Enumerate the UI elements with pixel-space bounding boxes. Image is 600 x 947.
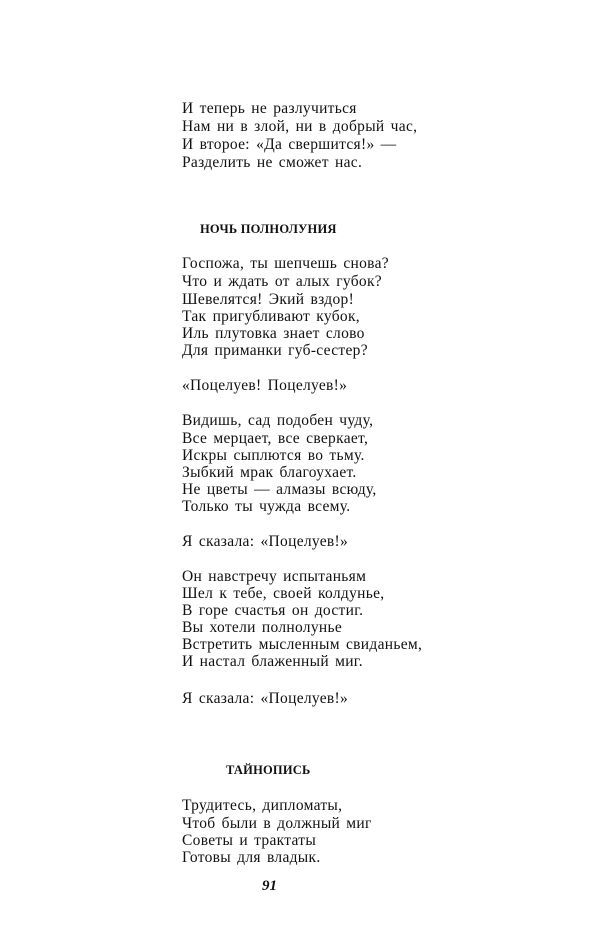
verse-line: Трудитесь, дипломаты, [182, 797, 343, 814]
verse-refrain: «Поцелуев! Поцелуев!» [182, 377, 348, 394]
verse-line: Только ты чужда всему. [182, 498, 351, 515]
verse-line: Все мерцает, все сверкает, [182, 430, 369, 447]
verse-line: Не цветы — алмазы всюду, [182, 481, 377, 498]
verse-line: Для приманки губ-сестер? [182, 342, 368, 359]
page-number: 91 [262, 878, 277, 894]
verse-line: Что и ждать от алых губок? [182, 273, 382, 290]
verse-line: В горе счастья он достиг. [182, 602, 364, 619]
verse-line: Иль плутовка знает слово [182, 325, 365, 342]
verse-line: Видишь, сад подобен чуду, [182, 412, 374, 429]
verse-refrain: Я сказала: «Поцелуев!» [182, 690, 349, 707]
verse-refrain: Я сказала: «Поцелуев!» [182, 533, 349, 550]
verse-line: И теперь не разлучиться [182, 100, 357, 117]
verse-line: Разделить не сможет нас. [182, 154, 363, 171]
verse-line: И настал блаженный миг. [182, 653, 363, 670]
verse-line: Советы и трактаты [182, 832, 317, 849]
poem-title: НОЧЬ ПОЛНОЛУНИЯ [200, 222, 337, 236]
verse-line: Шевелятся! Экий вздор! [182, 291, 355, 308]
verse-line: Чтоб были в должный миг [182, 815, 372, 832]
verse-line: Искры сыплются во тьму. [182, 447, 365, 464]
verse-line: Госпожа, ты шепчешь снова? [182, 255, 389, 272]
verse-line: Встретить мысленным свиданьем, [182, 636, 423, 653]
verse-line: Вы хотели полнолунье [182, 619, 343, 636]
verse-line: И второе: «Да свершится!» — [182, 136, 397, 153]
poem-title: ТАЙНОПИСЬ [226, 763, 311, 777]
verse-line: Так пригубливают кубок, [182, 308, 360, 325]
verse-line: Зыбкий мрак благоухает. [182, 464, 357, 481]
verse-line: Нам ни в злой, ни в добрый час, [182, 118, 418, 135]
verse-line: Он навстречу испытаньям [182, 568, 367, 585]
verse-line: Готовы для владык. [182, 849, 321, 866]
verse-line: Шел к тебе, своей колдунье, [182, 585, 385, 602]
